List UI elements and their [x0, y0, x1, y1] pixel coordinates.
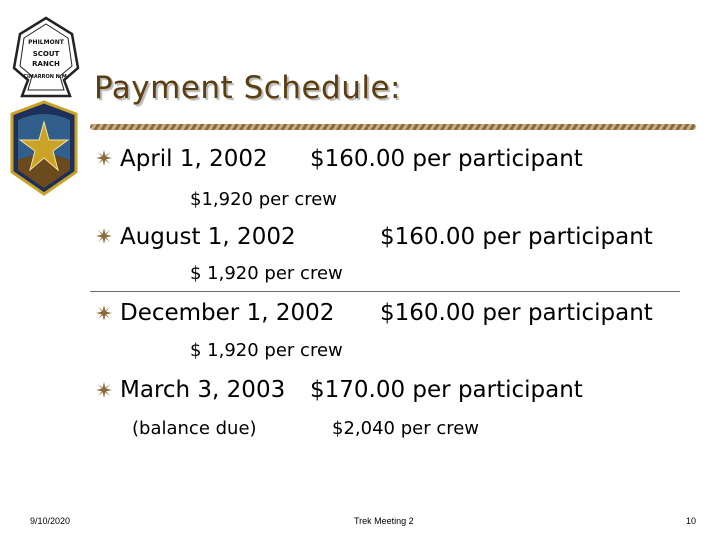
payment-2-crew-amount: $ 1,920 per crew — [190, 263, 343, 284]
philmont-arrowhead-logo — [8, 16, 84, 104]
bullet-star-icon — [96, 228, 112, 244]
payment-4-amount: $170.00 per participant — [310, 377, 583, 403]
payment-2-date: August 1, 2002 — [120, 224, 296, 250]
payment-3-amount: $160.00 per participant — [380, 300, 653, 326]
payment-2-amount: $160.00 per participant — [380, 224, 653, 250]
payment-3-date: December 1, 2002 — [120, 300, 335, 326]
footer-center-text: Trek Meeting 2 — [354, 516, 414, 526]
footer-date: 9/10/2020 — [30, 516, 71, 526]
payment-1-crew-amount: $1,920 per crew — [190, 189, 338, 210]
payment-4-note: (balance due) — [132, 418, 257, 439]
svg-text:PHILMONT: PHILMONT — [28, 39, 64, 46]
bullet-star-icon — [96, 150, 112, 166]
bullet-star-icon — [96, 382, 112, 398]
svg-text:CIMARRON N.M.: CIMARRON N.M. — [23, 74, 69, 80]
footer-page-number: 10 — [685, 516, 696, 526]
rope-divider — [90, 124, 696, 130]
divider-line — [90, 291, 680, 292]
slide-title: Payment Schedule: — [94, 70, 401, 106]
payment-1-amount: $160.00 per participant — [310, 146, 583, 172]
payment-3-crew-amount: $ 1,920 per crew — [190, 340, 343, 361]
payment-1-date: April 1, 2002 — [120, 146, 268, 172]
payment-4-crew-amount: $2,040 per crew — [332, 418, 480, 439]
contingent-star-patch — [8, 100, 80, 196]
bullet-star-icon — [96, 305, 112, 321]
payment-4-date: March 3, 2003 — [120, 377, 286, 403]
svg-text:RANCH: RANCH — [32, 60, 60, 68]
svg-text:SCOUT: SCOUT — [32, 50, 60, 58]
